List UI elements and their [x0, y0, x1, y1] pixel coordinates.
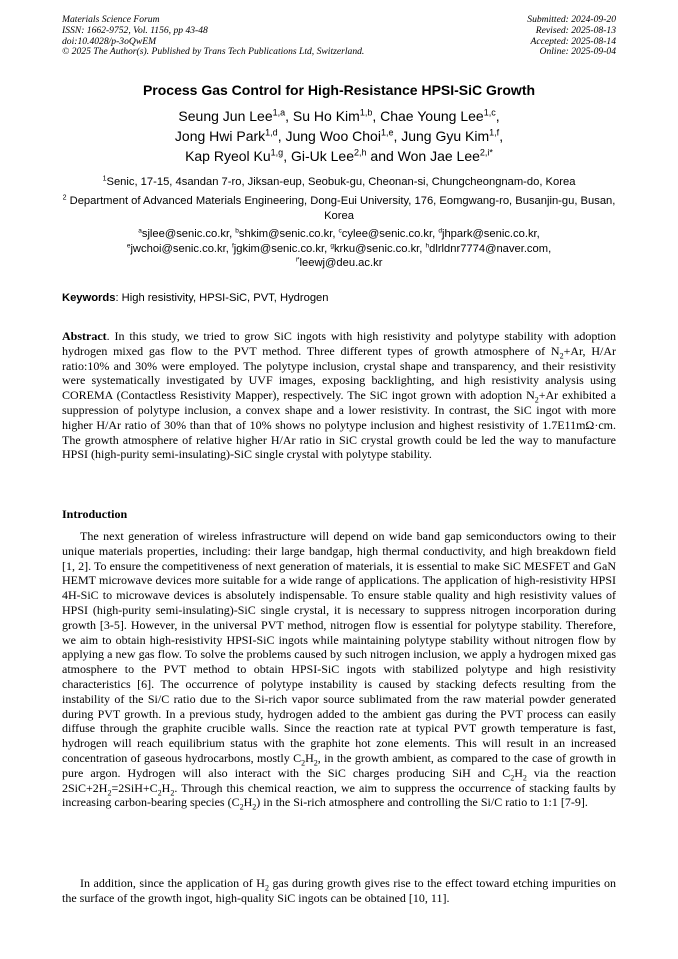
keywords [62, 292, 616, 304]
email-link[interactable]: krku@senic.co.kr [333, 242, 420, 255]
author-list [0, 106, 678, 166]
paper-title: Process Gas Control for High-Resistance HPSI-SiC Growth [142, 82, 536, 98]
affiliation-1: $^1$Senic, 17-15, 4sandan 7-ro, Jiksan-eup, Seobuk-gu, Cheonan-si, Chungcheongnam-do, Korea [102, 175, 576, 188]
author-name: Seung Jun Lee [178, 108, 273, 124]
journal-copyright: © 2025 The Author(s). Published by Trans Tech Publications Ltd, Switzerland. [62, 46, 365, 58]
author-sup: 1,g [270, 147, 284, 158]
date-revised: Revised: 2025-08-13 [535, 24, 616, 36]
email-line-1: $^a$sjlee@senic.co.kr, $^b$shkim@senic.co.kr, $^c$cylee@senic.co.kr, $^d$jhpark@senic.co.kr, [138, 227, 540, 240]
author-line-2: Jong Hwi Park$^{1,d}$, Jung Woo Choi$^{1,e}$, Jung Gyu Kim$^{1,f}$, [174, 127, 504, 144]
email-link[interactable]: shkim@senic.co.kr [238, 228, 333, 240]
email-link[interactable]: jhpark@senic.co.kr [441, 228, 537, 240]
author-name: Won Jae Lee [397, 148, 480, 164]
date-submitted: Submitted: 2024-09-20 [527, 14, 616, 25]
journal-issn: ISSN: 1662-9752, Vol. 1156, pp 43-48 [62, 24, 208, 36]
journal-name: Materials Science Forum [62, 14, 160, 25]
email-link[interactable]: leewj@deu.ac.kr [299, 257, 383, 270]
section-heading-introduction: Introduction [62, 507, 128, 521]
keywords-label: Keywords [62, 292, 116, 304]
author-sup: 2,i* [479, 147, 493, 158]
author-name: Jung Woo Choi [285, 128, 381, 144]
author-sup: 1,c [483, 107, 496, 118]
author-name: Jung Gyu Kim [401, 128, 490, 144]
author-name: Gi-Uk Lee [290, 148, 354, 164]
abstract: Abstract. In this study, we tried to grow SiC ingots with high resistivity and polytype stability with adoption hydrogen mixed gas flow to the PVT method. Three different types of growth atmosphere of $N_2+Ar$, H/Ar ratio:10% and 30% were employed. The polytype inclusion, crystal shape and transparency, and their resistivity were systematically investigated by UVF images, exposing backlighting, and high resistivity analysis using COREMA (Contactless Resistivity Mapper), respectively. The SiC ingot grown with adoption $N_2+Ar$ exhibited a suppression of polytype inclusion, a convex shape and a lower resistivity. In contrast, the SiC ingot with more higher H/Ar ratio of 30% than that of 10% shows no polytype inclusion and highest resistivity of 1.7E11mΩ·cm. The growth atmosphere of relative higher H/Ar ratio in SiC crystal growth could be led the way to manufacture HPSI (high-purity semi-insulating)-SiC single crystal with polytype stability. [62, 329, 616, 462]
email-link[interactable]: cylee@senic.co.kr [341, 228, 433, 240]
author-name: Su Ho Kim [292, 108, 360, 124]
author-sup: 1,b [359, 107, 373, 118]
author-sup: 1,d [265, 127, 278, 138]
intro-paragraph-2: In addition, since the application of $H_2$ gas during growth gives rise to the effect toward etching impurities on the surface of the growth ingot, high-quality SiC ingots can be obtained [10, 11]. [62, 876, 616, 905]
author-line-3: Kap Ryeol Ku$^{1,g}$, Gi-Uk Lee$^{2,h}$ and Won Jae Lee$^{2,i*}$ [185, 147, 493, 164]
affiliation-2: $^2$ Department of Advanced Materials Engineering, Dong-Eui University, 176, Eomgwang-ro, Busanjin-gu, Busan, Korea [62, 194, 616, 222]
author-emails [62, 227, 616, 271]
email-line-3: $^{i*}$leewj@deu.ac.kr [295, 256, 383, 270]
author-line-1: Seung Jun Lee$^{1,a}$, Su Ho Kim$^{1,b}$, Chae Young Lee$^{1,c}$, [178, 107, 500, 124]
author-sup: 2,h [354, 147, 367, 158]
email-link[interactable]: dlrldnr7774@naver.com [429, 242, 549, 255]
author-name: Jong Hwi Park [174, 128, 266, 144]
abstract-label: Abstract [62, 329, 107, 343]
date-accepted: Accepted: 2025-08-14 [530, 35, 616, 47]
email-line-2: $^e$jwchoi@senic.co.kr, $^f$jgkim@senic.co.kr, $^g$krku@senic.co.kr, $^h$dlrldnr7774@naver.com, [126, 241, 552, 255]
author-sup: 1,f [489, 127, 500, 138]
keywords-text: : High resistivity, HPSI-SiC, PVT, Hydrogen [115, 292, 329, 304]
author-sup: 1,a [272, 107, 286, 118]
email-link[interactable]: sjlee@senic.co.kr [141, 228, 230, 240]
date-online: Online: 2025-09-04 [539, 46, 616, 58]
author-sup: 1,e [380, 127, 394, 138]
email-link[interactable]: jgkim@senic.co.kr [233, 242, 325, 255]
journal-doi: doi:10.4028/p-3oQwEM [62, 35, 157, 47]
journal-info [62, 15, 364, 58]
author-name: Chae Young Lee [380, 108, 484, 124]
publication-dates [527, 15, 616, 58]
author-name: Kap Ryeol Ku [185, 148, 271, 164]
email-link[interactable]: jwchoi@senic.co.kr [130, 242, 226, 255]
intro-paragraph-1: The next generation of wireless infrastructure will depend on wide band gap semiconductors owing to their unique materials properties, including: their large bandgap, high thermal conductivity, and high breakdown field [1, 2]. To ensure the competitiveness of next generation of materials, it is essential to make SiC MESFET and GaN HEMT microwave devices more suitable for a wide range of applications. The application of high-resistivity HPSI 4H-SiC to microwave devices is absolutely indispensable. To ensure stable quality and high resistivity values of HPSI (high-purity semi-insulating)-SiC single crystal, it is necessary to suppress nitrogen incorporation during growth [3-5]. However, in the universal PVT method, nitrogen flow is essential for polytype stability. Therefore, we aim to obtain high-resistivity HPSI-SiC ingots while maintaining polytype stability without nitrogen flow by applying a new gas flow. To solve the problems caused by such nitrogen inclusion, we apply a hydrogen mixed gas atmosphere to the PVT method to obtain HPSI-SiC ingots with stabilized polytype and high resistivity characteristics [6]. The occurrence of polytype instability is caused by stacking defects resulting from the instability of the Si/C ratio due to the Si-rich vapor source sublimated from the raw material powder generated during PVT growth. In a previous study, hydrogen added to the ambient gas during the PVT process can easily diffuse through the graphite crucible walls. Since the reaction rate at typical PVT growth temperature is fast, hydrogen will reach equilibrium status with the graphite hot zone elements. This will result in an increased concentration of gaseous hydrocarbons, mostly $C_2H_2$, in the growth ambient, as compared to the case of growth in pure argon. Hydrogen will also interact with the SiC charges producing SiH and $C_2H_2$ via the reaction $2SiC+2H_2=2SiH+C_2H_2$. Through this chemical reaction, we aim to suppress the occurrence of stacking faults by increasing carbon-bearing species $(C_2H_2)$ in the Si-rich atmosphere and controlling the Si/C ratio to 1:1 [7-9]. [62, 529, 617, 812]
